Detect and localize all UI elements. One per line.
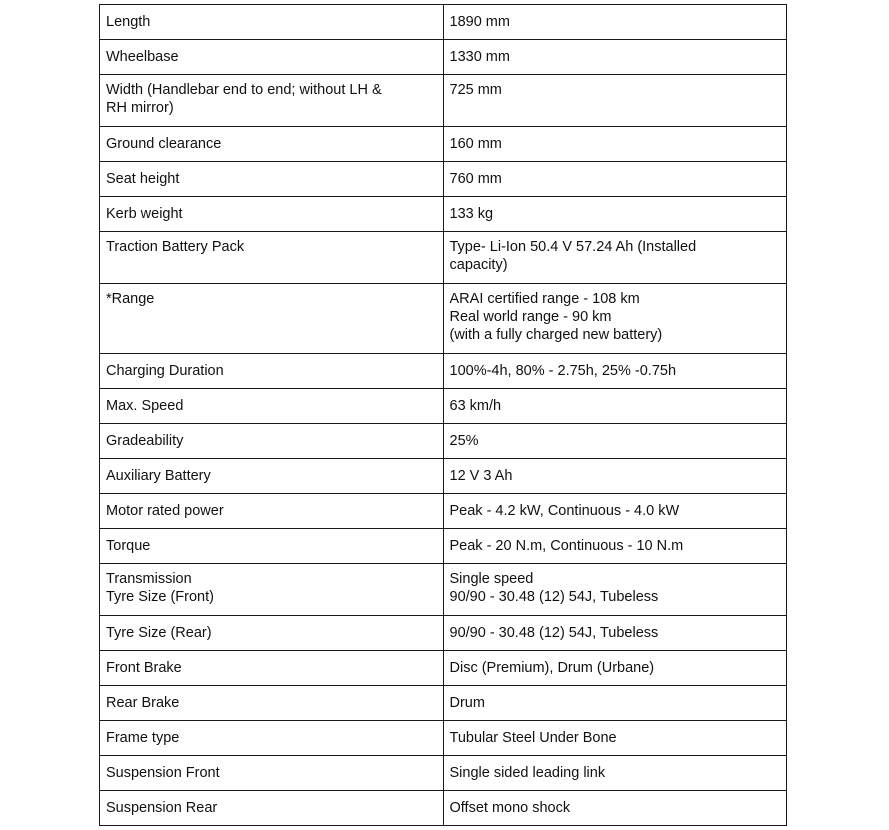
table-row: [100, 721, 787, 756]
spec-label: Motor rated power: [100, 494, 444, 529]
spec-label: Charging Duration: [100, 354, 444, 389]
spec-label: Transmission Tyre Size (Front): [100, 564, 444, 616]
spec-value: Peak - 20 N.m, Continuous - 10 N.m: [443, 529, 787, 564]
spec-value: 90/90 - 30.48 (12) 54J, Tubeless: [443, 616, 787, 651]
spec-label: Torque: [100, 529, 444, 564]
spec-label: Auxiliary Battery: [100, 459, 444, 494]
spec-label: Gradeability: [100, 424, 444, 459]
table-row: [100, 651, 787, 686]
spec-label: Tyre Size (Rear): [100, 616, 444, 651]
spec-value: Single sided leading link: [443, 756, 787, 791]
table-row: [100, 354, 787, 389]
table-row: [100, 529, 787, 564]
spec-value: ARAI certified range - 108 km Real world range - 90 km (with a fully charged new battery): [443, 284, 787, 354]
table-row: [100, 5, 787, 40]
table-row: [100, 494, 787, 529]
table-row: [100, 197, 787, 232]
table-row: [100, 389, 787, 424]
table-row: [100, 756, 787, 791]
spec-label: Front Brake: [100, 651, 444, 686]
table-row: [100, 232, 787, 284]
spec-value: 760 mm: [443, 162, 787, 197]
table-row: [100, 424, 787, 459]
spec-value: 725 mm: [443, 75, 787, 127]
spec-value: 63 km/h: [443, 389, 787, 424]
table-row: [100, 40, 787, 75]
spec-label: Kerb weight: [100, 197, 444, 232]
spec-label: Seat height: [100, 162, 444, 197]
table-row: [100, 284, 787, 354]
spec-value: Tubular Steel Under Bone: [443, 721, 787, 756]
spec-table: [99, 4, 787, 826]
spec-label: Frame type: [100, 721, 444, 756]
table-row: [100, 616, 787, 651]
spec-label: Width (Handlebar end to end; without LH & RH mirror): [100, 75, 444, 127]
spec-value: Disc (Premium), Drum (Urbane): [443, 651, 787, 686]
spec-table-body: [100, 5, 787, 826]
spec-value: 1330 mm: [443, 40, 787, 75]
table-row: [100, 564, 787, 616]
spec-label: Ground clearance: [100, 127, 444, 162]
spec-value: 25%: [443, 424, 787, 459]
table-row: [100, 686, 787, 721]
spec-label: Rear Brake: [100, 686, 444, 721]
spec-value: 133 kg: [443, 197, 787, 232]
spec-label: Max. Speed: [100, 389, 444, 424]
spec-value: 1890 mm: [443, 5, 787, 40]
spec-value: 100%-4h, 80% - 2.75h, 25% -0.75h: [443, 354, 787, 389]
spec-value: Drum: [443, 686, 787, 721]
table-row: [100, 162, 787, 197]
spec-value: Single speed 90/90 - 30.48 (12) 54J, Tubeless: [443, 564, 787, 616]
spec-value: 160 mm: [443, 127, 787, 162]
spec-label: Suspension Front: [100, 756, 444, 791]
spec-value: 12 V 3 Ah: [443, 459, 787, 494]
table-row: [100, 791, 787, 826]
table-row: [100, 127, 787, 162]
spec-label: *Range: [100, 284, 444, 354]
spec-label: Wheelbase: [100, 40, 444, 75]
spec-value: Type- Li-Ion 50.4 V 57.24 Ah (Installed capacity): [443, 232, 787, 284]
spec-label: Suspension Rear: [100, 791, 444, 826]
table-row: [100, 459, 787, 494]
spec-label: Length: [100, 5, 444, 40]
spec-value: Offset mono shock: [443, 791, 787, 826]
table-row: [100, 75, 787, 127]
spec-value: Peak - 4.2 kW, Continuous - 4.0 kW: [443, 494, 787, 529]
spec-label: Traction Battery Pack: [100, 232, 444, 284]
